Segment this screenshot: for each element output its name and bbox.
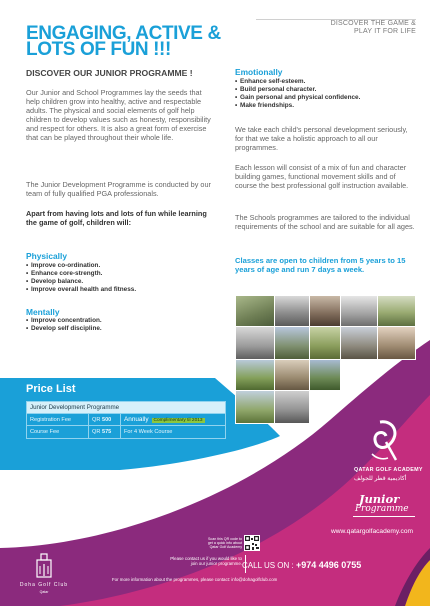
- mentally-title: Mentally: [26, 307, 60, 317]
- table-row: [27, 426, 226, 438]
- list-item: • Build personal character.: [235, 86, 415, 94]
- club-name: Doha Golf Club: [19, 582, 69, 588]
- schools-paragraph: The Schools programmes are tailored to the individual requirements of the school and are suitable for all ages.: [235, 213, 415, 231]
- personal-paragraph: We take each child's personal development seriously, for that we take a holistic approach to all our programmes.: [235, 125, 408, 152]
- table-header-row: [27, 402, 226, 414]
- fee-amount: [89, 414, 121, 426]
- photo-lesson: [274, 359, 310, 391]
- fee-note: For 4 Week Course: [121, 426, 226, 438]
- complimentary-badge: Complimentary til 2013: [153, 418, 203, 424]
- subheadline: DISCOVER OUR JUNIOR PROGRAMME !: [26, 68, 193, 78]
- apart-paragraph: Apart from having lots and lots of fun while learning the game of golf, children will:: [26, 209, 207, 227]
- junior-logo-underline: [353, 516, 415, 517]
- photo-stance-bw: [274, 390, 310, 424]
- qr-scan-note: Scan this QR code to get a quick info about Qatar Golf Academy: [207, 537, 242, 550]
- page-title: [26, 23, 226, 60]
- call-label: CALL US ON :: [242, 561, 294, 570]
- list-item: • Enhance core-strength.: [26, 270, 206, 278]
- development-paragraph: The Junior Development Programme is conducted by our team of fully qualified PGA professionals.: [26, 180, 211, 198]
- emotionally-list: [235, 78, 415, 110]
- photo-coach-bw: [274, 295, 310, 327]
- contact-note: Please contact us if you would like to join our junior programme.: [170, 556, 242, 567]
- photo-practice: [377, 295, 416, 327]
- fee-label: Course Fee: [27, 426, 89, 438]
- fee-label: Registration Fee: [27, 414, 89, 426]
- list-item: • Gain personal and physical confidence.: [235, 94, 415, 102]
- lessons-paragraph: Each lesson will consist of a mix of fun and character building games, functional movement skills and of course the best professional golf instruction available.: [235, 163, 409, 190]
- table-header: Junior Development Programme: [27, 402, 226, 414]
- intro-paragraph: Our Junior and School Programmes lay the seeds that help children grow into healthy, active and respectable adults. The physical and social elements of golf help children to develop values such as honesty, responsibility and respect for others. It is also a great form of exercise that can be played throughout their whole life.: [26, 88, 211, 142]
- photo-junior-team: [340, 326, 378, 360]
- physically-list: [26, 262, 206, 294]
- academy-name: QATAR GOLF ACADEMY: [354, 467, 423, 473]
- qr-code-icon[interactable]: [244, 535, 260, 551]
- price-list-title: Price List: [26, 383, 76, 395]
- photo-chipping: [309, 359, 341, 391]
- tagline-line-1: DISCOVER THE GAME &: [330, 20, 416, 27]
- phone-number[interactable]: +974 4496 0755: [295, 560, 362, 570]
- tagline-line-2: PLAY IT FOR LIFE: [354, 28, 416, 35]
- photo-putting-bw: [235, 326, 275, 360]
- tagline: [256, 20, 416, 36]
- mentally-list: [26, 317, 206, 333]
- list-item: • Enhance self-esteem.: [235, 78, 415, 86]
- programme-logo-word: Programme: [355, 504, 409, 514]
- list-item: • Develop balance.: [26, 278, 206, 286]
- price-table: [26, 401, 226, 439]
- junior-logo-word: Junior: [359, 492, 400, 506]
- photo-kids-smile: [377, 326, 416, 360]
- doha-golf-club-icon: [35, 552, 53, 578]
- currency: QR: [92, 416, 101, 423]
- physically-title: Physically: [26, 251, 67, 261]
- photo-children-group: [235, 295, 275, 327]
- photo-driving-range: [309, 326, 341, 360]
- title-line-1: ENGAGING, ACTIVE &: [26, 23, 221, 44]
- photo-swing-bw: [340, 295, 378, 327]
- photo-girl-golf: [309, 295, 341, 327]
- note: Annually: [124, 416, 149, 424]
- club-location: Qatar: [39, 590, 49, 594]
- amount: 575: [101, 428, 112, 435]
- title-line-2: LOTS OF FUN !!!: [26, 38, 171, 60]
- more-info-note: For more information about the programmes, please contact: info@dohagolfclub.com: [112, 577, 278, 582]
- list-item: • Improve overall health and fitness.: [26, 286, 206, 294]
- qga-logo-icon: [366, 418, 402, 464]
- currency: QR: [92, 428, 101, 435]
- list-item: • Develop self discipline.: [26, 325, 206, 333]
- amount: 500: [101, 416, 112, 423]
- photo-green-field: [235, 359, 275, 391]
- table-row: [27, 414, 226, 426]
- emotionally-title: Emotionally: [235, 67, 283, 77]
- photo-young-golfer: [235, 390, 275, 424]
- photo-boys-green: [274, 326, 310, 360]
- fee-note: [121, 414, 226, 426]
- list-item: • Improve concentration.: [26, 317, 206, 325]
- list-item: • Make friendships.: [235, 102, 415, 110]
- fee-amount: [89, 426, 121, 438]
- website-link[interactable]: www.qatargolfacademy.com: [331, 528, 413, 535]
- classes-highlight: Classes are open to children from 5 years to 15 years of age and run 7 days a week.: [235, 256, 406, 274]
- call-us: [242, 560, 361, 570]
- academy-name-arabic: أكاديمية قطر للجولف: [354, 476, 407, 482]
- list-item: • Improve co-ordination.: [26, 262, 206, 270]
